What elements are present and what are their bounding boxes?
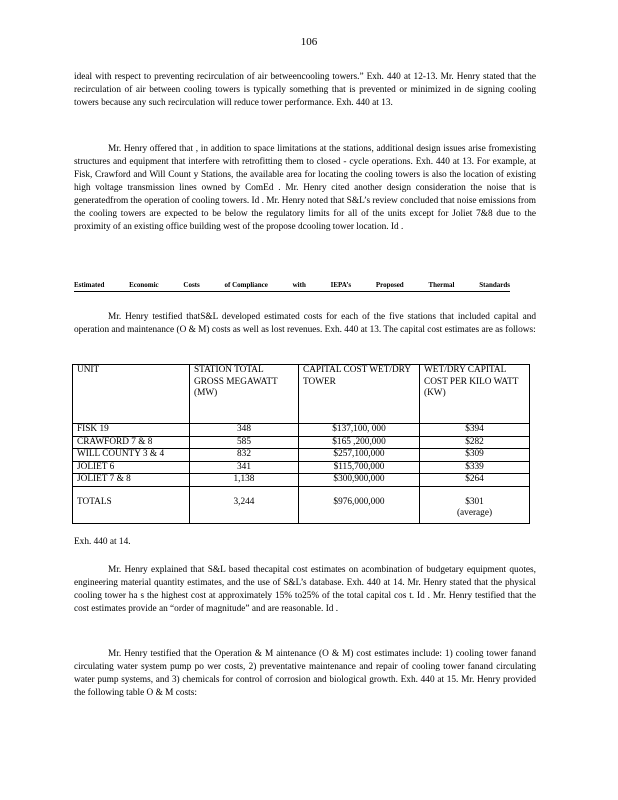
cell-per-kw: $309 [420, 449, 530, 462]
header-unit: UNIT [73, 365, 190, 424]
cell-unit: JOLIET 6 [73, 461, 190, 474]
table-row [73, 424, 530, 437]
header-cost-per-kw: WET/DRY CAPITAL COST PER KILO WATT (KW) [420, 365, 530, 424]
cell-per-kw: $394 [420, 424, 530, 437]
cell-capital: $137,100, 000 [299, 424, 420, 437]
totals-per-kw-value: $301 [465, 496, 484, 507]
table-row [73, 474, 530, 487]
cell-unit: FISK 19 [73, 424, 190, 437]
cell-mw: 348 [190, 424, 299, 437]
totals-average-note: (average) [456, 508, 493, 518]
section-heading [74, 281, 510, 292]
table-row [73, 461, 530, 474]
cell-per-kw: $339 [420, 461, 530, 474]
cell-capital: $165 ,200,000 [299, 436, 420, 449]
cell-unit: CRAWFORD 7 & 8 [73, 436, 190, 449]
cell-capital: $300,900,000 [299, 474, 420, 487]
table-caption: Exh. 440 at 14. [74, 537, 131, 547]
table-row [73, 436, 530, 449]
cell-capital: $257,100,000 [299, 449, 420, 462]
cell-per-kw: $282 [420, 436, 530, 449]
heading-word: IEPA’s [330, 281, 352, 289]
cell-unit: JOLIET 7 & 8 [73, 474, 190, 487]
paragraph-design-issues: Mr. Henry offered that , in addition to space limitations at the stations, additional design issues arise fromexisting structures and equipment that interfere with retrofitting them to closed - cycle operations. Exh. 440 at 13. For example, at Fisk, Crawford and Will Count y Stations, the available area for locating the cooling towers is also the location of existing high voltage transmission lines owned by ComEd . Mr. Henry cited another design consideration the noise that is generatedfrom the operation of cooling towers. Id . Mr. Henry noted that S&L’s review concluded that noise emissions from the cooling towers are expected to be below the regulatory limits for all of the units except for Joliet 7&8 due to the proximity of an existing office building west of the propose dcooling tower location. Id . [74, 144, 536, 232]
capital-cost-table [72, 364, 530, 524]
paragraph-capital-basis: Mr. Henry explained that S&L based thecapital cost estimates on acombination of budgetary equipment quotes, engineering material quantity estimates, and the use of S&L’s database. Exh. 440 at 14. Mr. Henry stated that the physical cooling tower ha s the highest cost at approximately 15% to25% of the total capital cos t. Id . Mr. Henry testified that the cost estimates provide an “order of magnitude” and are reasonable. Id . [74, 565, 536, 614]
cell-mw: 1,138 [190, 474, 299, 487]
cell-unit: WILL COUNTY 3 & 4 [73, 449, 190, 462]
heading-word: of Compliance [224, 281, 268, 289]
header-megawatt: STATION TOTAL GROSS MEGAWATT (MW) [190, 365, 299, 424]
cell-capital: $115,700,000 [299, 461, 420, 474]
cell-mw: 341 [190, 461, 299, 474]
table-row [73, 449, 530, 462]
cell-totals-capital: $976,000,000 [299, 486, 420, 523]
cell-per-kw: $264 [420, 474, 530, 487]
header-capital-cost: CAPITAL COST WET/DRY TOWER [299, 365, 420, 424]
paragraph-cost-estimates: Mr. Henry testified thatS&L developed estimated costs for each of the five stations that included capital and operation and maintenance (O & M) costs as well as lost revenues. Exh. 440 at 13. The capital cost estimates are as follows: [74, 312, 536, 335]
table-totals-row [73, 486, 530, 523]
page-number: 106 [300, 36, 318, 48]
cell-mw: 832 [190, 449, 299, 462]
cell-totals-label: TOTALS [73, 486, 190, 523]
cell-totals-per-kw [420, 486, 530, 523]
paragraph-om-costs: Mr. Henry testified that the Operation & M aintenance (O & M) cost estimates include: 1) cooling tower fanand circulating water system pump po wer costs, 2) preventative maintenance and repair of cooling tower fanand circulating water pump systems, and 3) chemicals for control of corrosion and biological growth. Exh. 440 at 15. Mr. Henry provided the following table O & M costs: [74, 649, 536, 698]
heading-word: Economic [129, 281, 159, 289]
heading-word: Estimated [74, 281, 105, 289]
heading-word: Standards [479, 281, 510, 289]
heading-word: Proposed [375, 281, 404, 289]
heading-word: with [292, 281, 306, 289]
cell-mw: 585 [190, 436, 299, 449]
table-header-row [73, 365, 530, 424]
paragraph-recirculation: ideal with respect to preventing recirculation of air betweencooling towers.” Exh. 440 at 12-13. Mr. Henry stated that the recirculation of air between cooling towers is typically something that is prevented or minimized in de signing cooling towers because any such recirculation will reduce tower performance. Exh. 440 at 13. [74, 72, 536, 108]
heading-word: Thermal [428, 281, 455, 289]
cell-totals-mw: 3,244 [190, 486, 299, 523]
heading-word: Costs [183, 281, 200, 289]
